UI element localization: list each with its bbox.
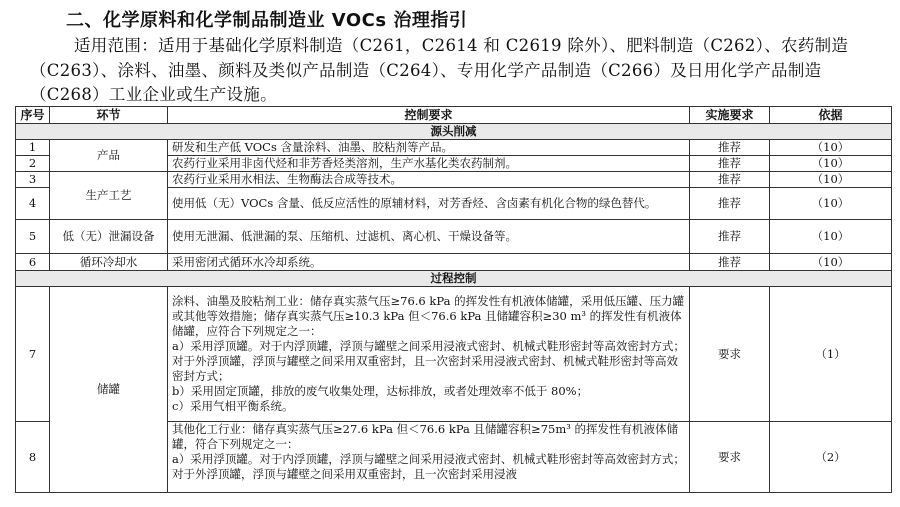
section-row-source-reduction [16, 124, 892, 140]
table-row [16, 254, 892, 271]
row-implementation: 推荐 [690, 140, 770, 156]
section-title: 过程控制 [16, 271, 892, 287]
row-seq: 6 [16, 254, 50, 271]
row-control: 其他化工行业：储存真实蒸气压≥27.6 kPa 但＜76.6 kPa 且储罐容积≥75m³ 的挥发性有机液体储罐，符合下列规定之一： a）采用浮顶罐。对于内浮顶罐，浮顶与罐壁之间采用浸液式密封、机械式鞋形密封等高效密封方式；对于外浮顶罐，浮顶与罐壁之间采用双重密封，且一次密封采用浸液 [172, 422, 685, 481]
row-implementation: 推荐 [690, 220, 770, 254]
row-stage: 循环冷却水 [50, 254, 168, 271]
row-seq: 7 [16, 287, 50, 422]
header-basis: 依据 [770, 107, 892, 124]
header-stage: 环节 [50, 107, 168, 124]
scope-paragraph: 适用范围：适用于基础化学原料制造（C261，C2614 和 C2619 除外）、肥料制造（C262）、农药制造（C263）、涂料、油墨、颜料及类似产品制造（C264）、专用化学产品制造（C266）及日用化学产品制造（C268）工业企业或生产设施。 [30, 36, 849, 104]
row-control: 使用无泄漏、低泄漏的泵、压缩机、过滤机、离心机、干燥设备等。 [168, 220, 690, 254]
row-control: 使用低（无）VOCs 含量、低反应活性的原辅材料，对芳香烃、含卤素有机化合物的绿色替代。 [168, 188, 690, 220]
row-basis: （10） [770, 254, 892, 271]
row-stage: 生产工艺 [50, 172, 168, 220]
row-implementation: 要求 [690, 287, 770, 422]
row-implementation: 要求 [690, 422, 770, 493]
row-seq: 3 [16, 172, 50, 188]
section-row-process-control [16, 271, 892, 287]
row-stage: 低（无）泄漏设备 [50, 220, 168, 254]
row-basis: （10） [770, 188, 892, 220]
section-heading: 二、化学原料和化学制品制造业 VOCs 治理指引 [66, 10, 468, 31]
row-implementation: 推荐 [690, 172, 770, 188]
row-control-cell [168, 422, 690, 493]
row-implementation: 推荐 [690, 188, 770, 220]
row-basis: （10） [770, 220, 892, 254]
requirements-table [15, 106, 892, 493]
table-row [16, 220, 892, 254]
header-seq: 序号 [16, 107, 50, 124]
row-stage: 储罐 [50, 287, 168, 493]
row-seq: 1 [16, 140, 50, 156]
header-implementation: 实施要求 [690, 107, 770, 124]
row-implementation: 推荐 [690, 254, 770, 271]
section-title: 源头削减 [16, 124, 892, 140]
row-control: 农药行业采用非卤代烃和非芳香烃类溶剂，生产水基化类农药制剂。 [168, 156, 690, 172]
row-basis: （10） [770, 156, 892, 172]
table-row [16, 287, 892, 422]
row-basis: （2） [770, 422, 892, 493]
row-seq: 2 [16, 156, 50, 172]
row-basis: （10） [770, 140, 892, 156]
row-control: 涂料、油墨及胶粘剂工业：储存真实蒸气压≥76.6 kPa 的挥发性有机液体储罐，采用低压罐、压力罐或其他等效措施；储存真实蒸气压≥10.3 kPa 但＜76.6 kPa 且储罐容积≥30 m³ 的挥发性有机液体储罐，应符合下列规定之一： a）采用浮顶罐。对于内浮顶罐，浮顶与罐壁之间采用浸液式密封、机械式鞋形密封等高效密封方式；对于外浮顶罐，浮顶与罐壁之间采用双重密封，且一次密封采用浸液式密封、机械式鞋形密封等高效密封方式； b）采用固定顶罐，排放的废气收集处理，达标排放，或者处理效率不低于 80%； c）采用气相平衡系统。 [168, 287, 690, 422]
row-seq: 4 [16, 188, 50, 220]
row-control: 采用密闭式循环水冷却系统。 [168, 254, 690, 271]
table-row [16, 140, 892, 156]
row-seq: 8 [16, 422, 50, 493]
table-header-row [16, 107, 892, 124]
table-row [16, 172, 892, 188]
row-control: 研发和生产低 VOCs 含量涂料、油墨、胶粘剂等产品。 [168, 140, 690, 156]
row-implementation: 推荐 [690, 156, 770, 172]
row-basis: （1） [770, 287, 892, 422]
row-seq: 5 [16, 220, 50, 254]
row-stage: 产品 [50, 140, 168, 172]
row-control: 农药行业采用水相法、生物酶法合成等技术。 [168, 172, 690, 188]
row-basis: （10） [770, 172, 892, 188]
header-control: 控制要求 [168, 107, 690, 124]
